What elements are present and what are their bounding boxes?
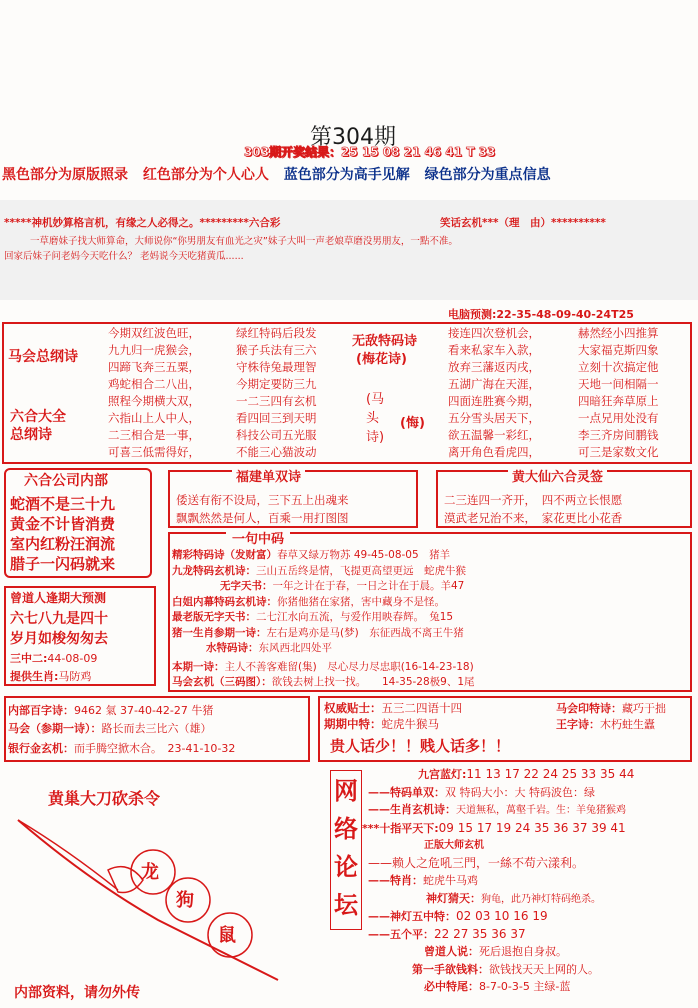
middle-line: [172, 579, 475, 595]
knife-footer: 内部资料，请勿外传: [14, 985, 140, 1001]
text-segment: 提供生肖:: [10, 670, 59, 683]
text-segment: 三中二:: [10, 652, 48, 665]
text-segment: 水特码诗：: [206, 642, 259, 654]
poem-line: 欲五温馨一彩红，: [448, 428, 540, 442]
poem-line: 鸡蛇相合二八出，: [108, 377, 200, 391]
text-segment: 必中特尾：: [424, 980, 479, 993]
forum-char: 络: [334, 815, 358, 843]
yearly-line-4: [10, 668, 91, 684]
plum-word: (马: [366, 392, 385, 407]
text-segment: 白姐内幕特码玄机诗：: [172, 595, 277, 608]
poem-line: 猴子兵法有三六: [236, 343, 317, 357]
knife-char-3: 鼠: [218, 925, 236, 946]
joke-line-2: 回家后妹子问老妈今天吃什么？ 老妈说今天吃猪黄瓜......: [4, 251, 244, 262]
notice-slogan: 贵人话少！！贱人话多！！: [330, 737, 511, 755]
huangdaxian-line-2: 漠武老兄治不来， 家花更比小花香: [444, 511, 623, 525]
issue-title: 第304期: [310, 125, 396, 150]
middle-line: [172, 675, 475, 691]
poem-line: 大家福克斯四象: [578, 343, 659, 357]
text-segment: 路长而去三比六（雄）: [101, 722, 212, 735]
text-segment: 曾道人说：: [424, 945, 479, 958]
text-segment: ——生肖玄机诗：: [368, 803, 456, 816]
text-segment: 马防鸡: [58, 670, 92, 683]
text-segment: 左右是鸡亦是马(梦) 东征西战不离王牛猪: [266, 626, 464, 639]
text-segment: 而手腾空掀木合。 23-41-10-32: [74, 742, 236, 755]
poem-line: 看四回三到天明: [236, 411, 317, 425]
poem-line: 四暗狂奔草原上: [578, 394, 659, 408]
text-segment: 二七江水向五流，与爱作用映春辉。 兔15: [256, 611, 454, 623]
poem-line: 四蹄飞奔三五粟，: [108, 360, 200, 374]
text-segment: 马会印特诗：: [556, 702, 622, 715]
company-line: 室内红粉汪润流: [10, 535, 116, 553]
text-segment: 一年之计在于春，一日之计在于晨。羊47: [272, 580, 465, 592]
text-segment: 三山五岳终是情，飞提更高望更远 蛇虎牛猴: [256, 564, 466, 577]
poem-line: 绿红特码后段发: [236, 326, 317, 340]
text-segment: 王字诗：: [556, 718, 600, 731]
poem-line: 六指山上人中人，: [108, 411, 200, 425]
forum-char: 网: [334, 777, 358, 805]
text-segment: 东风西北四处平: [258, 642, 332, 654]
text-segment: 狗龟，此乃神灯特码绝杀。: [481, 893, 601, 905]
text-segment: 死后退抱自身叔。: [479, 945, 567, 958]
plum-subtitle: (梅花诗): [356, 352, 407, 367]
text-segment: 猪一生肖参期一诗：: [172, 626, 267, 639]
computer-prediction: 电脑预测:22-35-48-09-40-24T25: [448, 308, 634, 321]
text-segment: 蛇虎牛猴马: [381, 717, 439, 731]
plum-hui: (悔): [400, 416, 425, 431]
text-segment: 02 03 10 16 19: [456, 909, 548, 923]
joke-line-1: 一草磨妹子找大师算命，大师说你“你男朋友有血光之灾”妹子大叫一声老娘草磨没男朋友，一點不准。: [30, 236, 458, 247]
text-segment: 最老版无字天书：: [172, 611, 256, 623]
text-segment: 神灯猜天：: [426, 891, 481, 905]
poem-line: 李三齐房间鹏钱: [578, 428, 659, 442]
poem-line: 科技公司五光服: [236, 428, 317, 442]
poem-col-2: [236, 325, 356, 461]
poem-line: 立刻十次搞定他: [578, 360, 659, 374]
legend-1: 黑色部分为原版照录: [2, 167, 128, 183]
knife-title: 黄巢大刀砍杀令: [48, 789, 161, 808]
legend-3: 蓝色部分为高手见解: [283, 167, 410, 183]
poem-line: 守株待兔最理智: [236, 360, 317, 374]
last-result: 303期开奖结果：25 15 08 21 46 41 T 33: [244, 145, 496, 159]
text-segment: 九龙特码玄机诗：: [172, 564, 256, 577]
fujian-line-1: 倭送有衔不设局，三下五上出魂来: [176, 493, 349, 507]
company-line: 黄金不计皆消费: [10, 515, 116, 533]
knife-edge-line: [18, 820, 118, 890]
notice-line-2: [324, 716, 439, 732]
inner-line-3: [8, 740, 235, 756]
text-segment: 正版大师玄机: [424, 840, 484, 851]
text-segment: 马会（参期一诗）：: [8, 722, 102, 735]
middle-line: [172, 564, 475, 580]
poem-line: 可喜三低需得好，: [108, 445, 200, 459]
text-segment: 天道無私，萬壑千岩。生：羊兔猪猴鸡: [456, 805, 626, 816]
yearly-line-2: 岁月如梭匆匆去: [10, 631, 108, 647]
knife-char-2: 狗: [176, 890, 194, 911]
legend-4: 绿色部分为重点信息: [424, 167, 551, 183]
text-segment: 权威贴士：: [324, 701, 382, 715]
text-segment: 马会玄机（三码图）：: [172, 676, 272, 688]
notice-line-2b: [556, 716, 655, 732]
poem-line: 今期双红波色旺，: [108, 326, 200, 340]
poem-col-1: [108, 325, 248, 461]
poem-line: 五分雪头居天下，: [448, 411, 540, 425]
text-segment: 春草又绿万物苏 49-45-08-05 猪羊: [277, 549, 451, 561]
middle-line: [172, 660, 475, 676]
text-segment: ——特肖：: [368, 874, 423, 887]
joke-title-right: 笑话玄机***（理 由）**********: [440, 217, 606, 229]
yearly-line-1: 六七八九是四十: [10, 611, 108, 627]
poem-line: 一点兄用处没有: [578, 411, 659, 425]
poem-line: 今期定要防三九: [236, 377, 317, 391]
text-segment: 本期一诗：: [172, 660, 225, 673]
legend-row: [2, 164, 551, 184]
text-segment: 内部百字诗：: [8, 704, 74, 717]
poem-line: 可三是家数文化: [578, 445, 659, 459]
text-segment: 无字天书：: [220, 580, 273, 592]
middle-line: [172, 626, 475, 642]
forum-char: 坛: [334, 891, 358, 919]
poem-line: 接连四次登机会，: [448, 326, 540, 340]
middle-line: [172, 548, 475, 564]
text-segment: ***十指平天下:: [362, 821, 439, 835]
text-segment: ——五个平：: [368, 927, 434, 941]
plum-words: [366, 390, 385, 447]
fujian-title: 福建单双诗: [232, 466, 305, 485]
text-segment: ——神灯五中特：: [368, 910, 456, 923]
poem-line: 离开角色看虎四，: [448, 445, 540, 459]
text-segment: 22 27 35 36 37: [434, 926, 526, 941]
poem-line: 天地一间相隔一: [578, 377, 659, 391]
text-segment: 主人不善客难留(集) 尽心尽力尽忠职(16-14-23-18): [224, 660, 474, 673]
plum-word: 头: [366, 411, 380, 426]
yearly-line-3: [10, 650, 97, 666]
forum-char: 论: [334, 853, 358, 881]
company-line: 腊子一闪码就来: [10, 555, 116, 573]
middle-title: 一句中码: [226, 528, 290, 547]
poem-line: 放弃三藩返丙戌，: [448, 360, 540, 374]
text-segment: 第一手欲钱料：: [412, 962, 489, 976]
text-segment: ——赖人之危吼三門，一絲不苟六漾利。: [368, 855, 585, 870]
poem-col-4: [578, 325, 690, 461]
middle-line: [172, 610, 475, 626]
text-segment: 你猪他猪在家猪，害中藏身不是怪。: [277, 595, 445, 608]
inner-line-1: [8, 702, 213, 718]
middle-line: [172, 595, 475, 611]
plum-word: 诗): [366, 430, 385, 445]
forum-lines: [362, 766, 635, 996]
poem-line: 赫然经小四推算: [578, 326, 659, 340]
huangdaxian-line-1: 二三连四一齐开， 四不两立长恨愿: [444, 493, 623, 507]
text-segment: 藏巧于拙: [622, 702, 666, 715]
text-segment: 欲钱找天天上网的人。: [489, 962, 599, 976]
text-segment: 五三二四语十四: [381, 701, 462, 715]
knife-char-1: 龙: [141, 862, 159, 883]
text-segment: 银行金玄机：: [8, 742, 74, 755]
middle-lines: [172, 548, 475, 691]
poem-line: 九九归一虎猴会，: [108, 343, 200, 357]
inner-line-2: [8, 720, 212, 736]
poem-line: 一二三四有玄机: [236, 394, 317, 408]
poem-col-3: [448, 325, 578, 461]
plum-title: 无敌特码诗: [352, 334, 418, 349]
yearly-title: 曾道人逢期大预测: [10, 591, 107, 605]
huangdaxian-title: 黄大仙六合灵签: [508, 466, 607, 485]
six-union-label-b: 总纲诗: [10, 427, 52, 443]
text-segment: 蛇虎牛马鸡: [423, 874, 478, 887]
six-union-label-a: 六合大全: [10, 409, 66, 425]
poem-line: 看来私家车入款，: [448, 343, 540, 357]
text-segment: 九宫蓝灯:: [418, 768, 467, 781]
knife-drawing: [8, 800, 308, 1000]
middle-line: [172, 641, 475, 657]
text-segment: 精彩特码诗（发财富）: [172, 549, 277, 561]
joke-title-left: *****神机妙算格言机，有缘之人必得之。*********六合彩: [4, 217, 281, 229]
company-lines: [10, 494, 115, 574]
text-segment: 11 13 17 22 24 25 33 35 44: [466, 767, 635, 781]
company-title: 六合公司内部: [24, 473, 108, 489]
text-segment: 欲钱去树上找一找。 14-35-28极9、1尾: [271, 676, 475, 688]
poem-line: 二三相合是一事，: [108, 428, 200, 442]
horse-poem-label: 马会总纲诗: [8, 349, 78, 365]
text-segment: ——特码单双：: [368, 785, 445, 799]
text-segment: 双 特码大小：大 特码波色：绿: [445, 785, 595, 799]
legend-2: 红色部分为个人心人: [142, 167, 269, 183]
poem-line: 五湖广海在天涯，: [448, 377, 540, 391]
poem-line: 四面连胜赛今期，: [448, 394, 540, 408]
notice-line-1b: [556, 700, 666, 716]
knife-blade-line: [18, 820, 278, 980]
text-segment: 44-08-09: [47, 652, 98, 665]
text-segment: 8-7-0-3-5 主绿-蓝: [479, 980, 571, 993]
text-segment: 木朽蛀生蠹: [600, 718, 655, 731]
text-segment: 09 15 17 19 24 35 36 37 39 41: [438, 820, 626, 835]
company-line: 蛇酒不是三十九: [10, 495, 116, 513]
text-segment: 期期中特：: [324, 717, 382, 731]
text-segment: 9462 氣 37-40-42-27 牛猪: [74, 704, 214, 717]
fujian-line-2: 飘飘然然是何人，百乘一用打图图: [176, 511, 349, 525]
notice-line-1: [324, 700, 462, 716]
poem-line: 照程今期横大双，: [108, 394, 200, 408]
forum-label: [334, 772, 358, 924]
poem-line: 不能三心猫波动: [236, 445, 317, 459]
